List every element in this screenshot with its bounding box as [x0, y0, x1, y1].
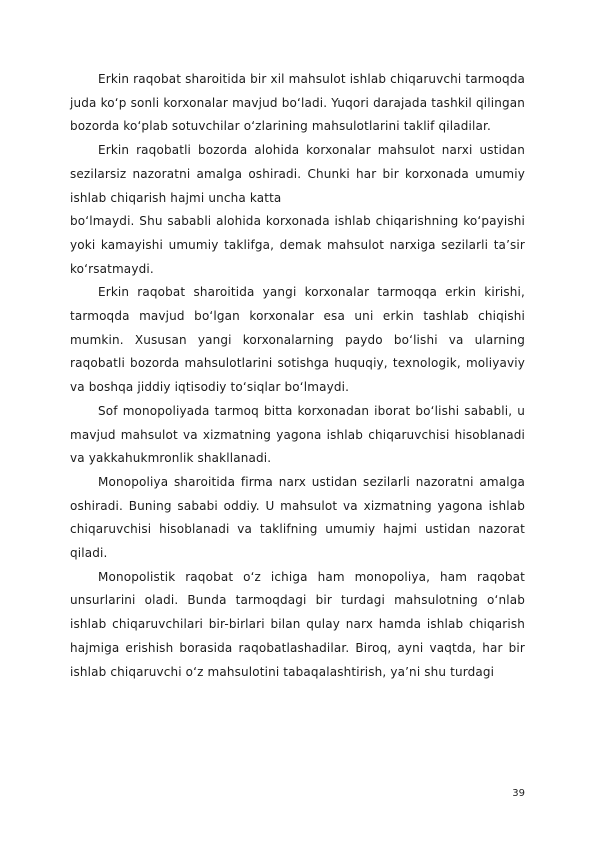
paragraph: Monopoliya sharoitida firma narx ustidan sezilarli nazoratni amalga oshiradi. Buning sababi oddiy. U mahsulot va xizmatning yagona ishlab chiqaruvchisi hisoblanadi va taklifning umumiy hajmi ustidan nazorat qiladi. — [70, 474, 525, 561]
paragraph: bo‘lmaydi. Shu sababli alohida korxonada ishlab chiqarishning ko‘payishi yoki kamayishi umumiy taklifga, demak mahsulot narxiga sezilarli ta’sir ko‘rsatmaydi. — [70, 214, 525, 276]
paragraph: Erkin raqobat sharoitida yangi korxonalar tarmoqqa erkin kirishi, tarmoqda mavjud bo‘lgan korxonalar esa uni erkin tashlab chiqishi mumkin. Xususan yangi korxonalarning paydo bo‘lishi va ularning raqobatli bozorda mahsulotlarini sotishga huquqiy, texnologik, moliyaviy va boshqa jiddiy iqtisodiy to‘siqlar bo‘lmaydi. — [70, 285, 525, 395]
page-number: 39 — [512, 788, 525, 799]
paragraph: Monopolistik raqobat o‘z ichiga ham monopoliya, ham raqobat unsurlarini oladi. Bunda tarmoqdagi bir turdagi mahsulotning o‘nlab ishlab chiqaruvchilari bir-birlari bilan qulay narx hamda ishlab chiqarish hajmiga erishish borasida raqobatlashadilar. Biroq, ayni vaqtda, har bir ishlab chiqaruvchi o‘z mahsulotini tabaqalashtirish, ya’ni shu turdagi — [70, 569, 525, 679]
paragraph: Erkin raqobat sharoitida bir xil mahsulot ishlab chiqaruvchi tarmoqda juda ko‘p sonli korxonalar mavjud bo‘ladi. Yuqori darajada tashkil qilingan bozorda ko‘plab sotuvchilar o‘zlarining mahsulotlarini taklif qiladilar. — [70, 72, 525, 134]
paragraph: Sof monopoliyada tarmoq bitta korxonadan iborat bo‘lishi sababli, u mavjud mahsulot va xizmatning yagona ishlab chiqaruvchisi hisoblanadi va yakkahukmronlik shakllanadi. — [70, 403, 525, 466]
paragraph: Erkin raqobatli bozorda alohida korxonalar mahsulot narxi ustidan sezilarsiz nazoratni amalga oshiradi. Chunki har bir korxonada umumiy ishlab chiqarish hajmi uncha katta — [70, 143, 525, 205]
body-text — [70, 68, 525, 684]
